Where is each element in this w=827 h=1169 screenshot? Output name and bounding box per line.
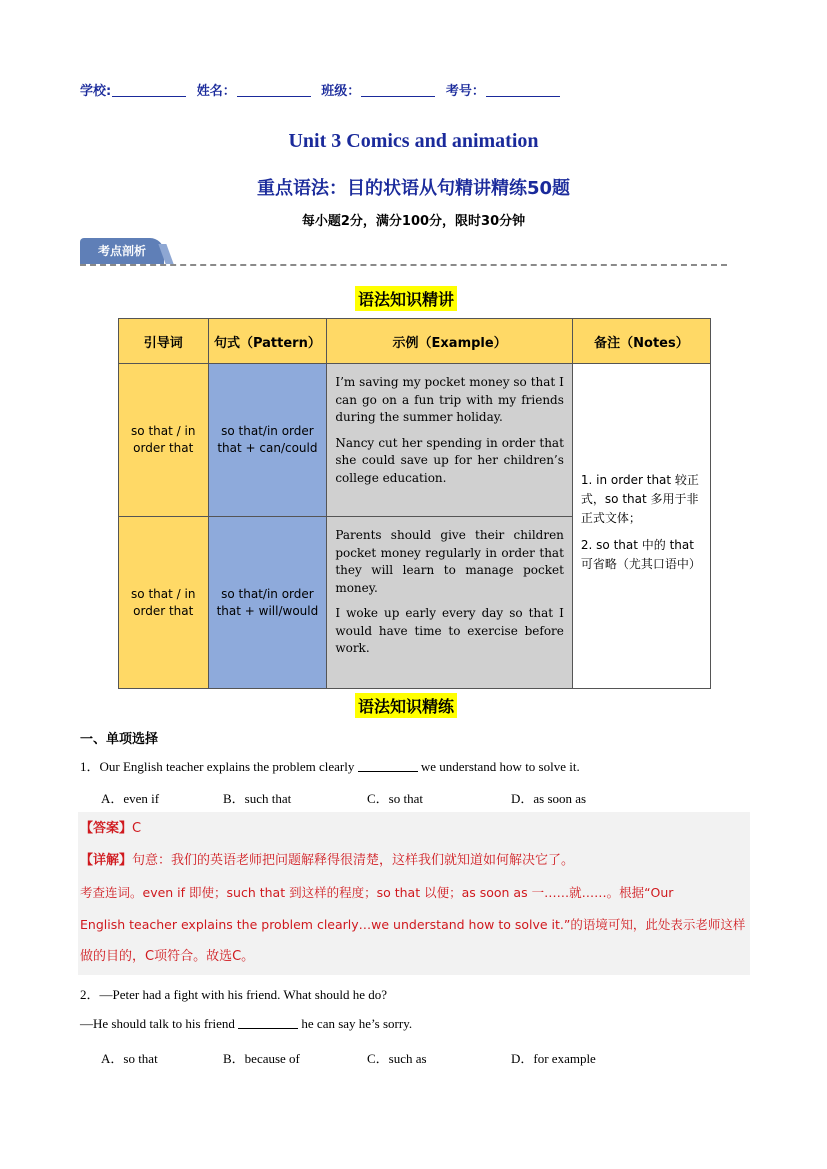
example-sentence: I woke up early every day so that I would have time to exercise before work. (335, 606, 564, 655)
example-sentence: Nancy cut her spending in order that she could save up for her children’s college education. (335, 435, 564, 485)
question-2-text: —He should talk to his friend (80, 1016, 235, 1031)
detail-text: English teacher explains the problem clearly…we understand how to solve it.”的语境可知，此处表示老师这样 (80, 917, 746, 932)
page-subtitle: 重点语法：目的状语从句精讲精练50题 (256, 178, 571, 199)
note-item: 2. so that 中的 that 可省略（尤其口语中） (580, 537, 701, 571)
example-cell (327, 517, 573, 689)
question-2-option-d[interactable]: D．for example (511, 1051, 596, 1066)
question-1-option-d[interactable]: D．as soon as (511, 791, 587, 806)
intro-cell: so that / in order that (119, 364, 209, 517)
detail-line (80, 845, 574, 877)
name-field[interactable] (237, 84, 311, 97)
grammar-table (118, 318, 711, 689)
pattern-cell: so that/in order that + will/would (208, 517, 327, 689)
section-tab-label: 考点剖析 (97, 244, 146, 258)
pattern-cell: so that/in order that + can/could (208, 364, 327, 517)
question-2-option-b[interactable]: B．because of (223, 1051, 300, 1066)
name-label: 姓名： (196, 84, 236, 99)
section-heading-practice: 语法知识精练 (355, 693, 457, 718)
question-2-text-end: he can say he’s sorry. (301, 1016, 413, 1031)
question-2-blank[interactable] (238, 1018, 298, 1029)
question-1-blank[interactable] (358, 761, 418, 772)
header-intro: 引导词 (119, 319, 209, 364)
table-row (119, 364, 711, 517)
class-field[interactable] (361, 84, 435, 97)
question-2-context: 2．—Peter had a fight with his friend. What should he do? (80, 987, 388, 1002)
exam-number-label: 考号： (445, 84, 485, 99)
detail-text: 句意：我们的英语老师把问题解释得很清楚，这样我们就知道如何解决它了。 (132, 853, 575, 868)
question-1-option-b[interactable]: B．such that (223, 791, 292, 806)
part-title: 一、单项选择 (80, 732, 159, 747)
school-field[interactable] (112, 84, 186, 97)
example-sentence: I’m saving my pocket money so that I can go on a fun trip with my friends during the summer holiday. (335, 375, 564, 424)
exam-number-field[interactable] (486, 84, 560, 97)
header-pattern: 句式（Pattern） (208, 319, 327, 364)
page-title: Unit 3 Comics and animation (288, 130, 539, 152)
notes-cell (572, 364, 710, 689)
example-cell (327, 364, 573, 517)
detail-tag: 【详解】 (80, 853, 133, 868)
detail-text: 考查连词。even if 即使；such that 到这样的程度；so that 以便；as soon as 一……就……。根据“Our (80, 885, 674, 900)
answer-tag: 【答案】 (80, 821, 133, 836)
school-label: 学校: (80, 84, 112, 99)
note-item: 1. in order that 较正式，so that 多用于非正式文体； (580, 472, 699, 525)
answer-value: C (132, 821, 142, 836)
header-notes: 备注（Notes） (572, 319, 710, 364)
question-2-stem (80, 1016, 412, 1032)
intro-cell: so that / in order that (119, 517, 209, 689)
header-example: 示例（Example） (327, 319, 573, 364)
question-1-option-a[interactable]: A．even if (101, 791, 160, 806)
example-sentence: Parents should give their children pocket money regularly in order that they will learn to manage pocket money. (335, 528, 564, 595)
table-header-row (119, 319, 711, 364)
section-heading-lecture: 语法知识精讲 (355, 286, 457, 311)
dashed-divider (80, 264, 727, 266)
student-info-line (80, 80, 566, 99)
question-1-text-end: we understand how to solve it. (420, 759, 580, 774)
scoring-note: 每小题2分，满分100分，限时30分钟 (301, 214, 526, 229)
question-2-option-a[interactable]: A．so that (101, 1051, 158, 1066)
class-label: 班级： (321, 84, 361, 99)
answer-line (80, 813, 141, 845)
detail-text: 做的目的，C项符合。故选C。 (80, 949, 255, 964)
question-1-text: 1．Our English teacher explains the problem clearly (80, 759, 355, 774)
question-2-option-c[interactable]: C．such as (367, 1051, 427, 1066)
question-1-stem (80, 756, 580, 775)
question-1-option-c[interactable]: C．so that (367, 791, 423, 806)
